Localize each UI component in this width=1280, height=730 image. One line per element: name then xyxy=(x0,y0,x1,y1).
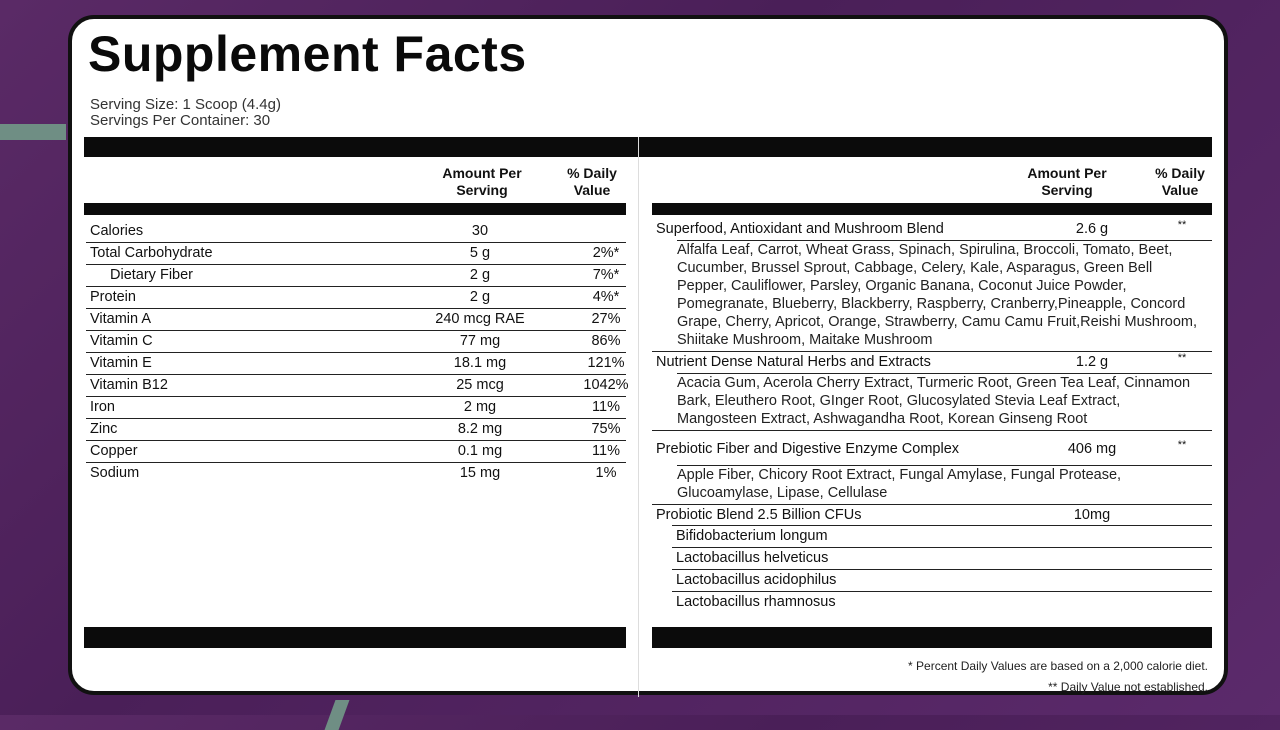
bottom-rule-left xyxy=(84,627,626,648)
probiotic-block xyxy=(652,505,1212,613)
nutrient-row: Sodium 15 mg 1% xyxy=(90,465,617,481)
top-rule-left xyxy=(84,137,626,157)
decorative-slash xyxy=(325,700,350,730)
probiotic-amount: 10mg xyxy=(1073,507,1111,523)
nutrient-row: Calories 30 xyxy=(86,221,626,243)
top-rule-right xyxy=(626,137,1212,157)
blend-dv: ** xyxy=(1177,219,1187,231)
blend-name: Superfood, Antioxidant and Mushroom Blend xyxy=(656,221,944,237)
nutrient-row: Vitamin A 240 mcg RAE 27% xyxy=(86,309,626,331)
left-amount-header: Amount Per Serving xyxy=(442,165,522,198)
blend-block xyxy=(652,439,1212,505)
blend-ingredients: Acacia Gum, Acerola Cherry Extract, Turmeric Root, Green Tea Leaf, Cinnamon Bark, Eleuthero Root, GInger Root, Glucosylated Stevia Leaf Extract, Mangosteen Extract, Ashwagandha Root, Korean Ginseng Root xyxy=(677,373,1212,430)
header-rule-left xyxy=(84,203,626,215)
blend-name: Nutrient Dense Natural Herbs and Extracts xyxy=(656,354,931,370)
blend-name: Prebiotic Fiber and Digestive Enzyme Complex xyxy=(656,441,960,457)
blend-amount: 1.2 g xyxy=(1075,354,1109,370)
nutrient-row: Zinc 8.2 mg 75% xyxy=(86,419,626,441)
serving-info xyxy=(90,97,281,129)
blend-amount: 2.6 g xyxy=(1075,221,1109,237)
nutrient-row: Iron 2 mg 11% xyxy=(86,397,626,419)
blend-amount: 406 mg xyxy=(1067,441,1117,457)
left-dv-header: % Daily Value xyxy=(567,165,617,198)
serving-size: Serving Size: 1 Scoop (4.4g) xyxy=(90,96,281,113)
blend-dv: ** xyxy=(1177,439,1187,451)
blend-block xyxy=(652,219,1212,352)
probiotic-item: Bifidobacterium longum xyxy=(672,525,1212,548)
blend-dv: ** xyxy=(1177,352,1187,364)
servings-per-container: Servings Per Container: 30 xyxy=(90,112,271,129)
right-dv-header: % Daily Value xyxy=(1155,165,1205,198)
probiotic-list xyxy=(672,525,1212,613)
nutrient-table xyxy=(86,221,629,484)
blend-table xyxy=(652,219,1212,613)
nutrient-row: Vitamin C 77 mg 86% xyxy=(86,331,626,353)
bottom-rule-right xyxy=(652,627,1212,648)
header-rule-right xyxy=(652,203,1212,215)
nutrient-row: Protein 2 g 4%* xyxy=(86,287,626,309)
nutrient-row: Dietary Fiber 2 g 7%* xyxy=(86,265,626,287)
blend-block xyxy=(652,352,1212,431)
probiotic-name: Probiotic Blend 2.5 Billion CFUs xyxy=(656,507,862,523)
nutrient-row: Vitamin E 18.1 mg 121% xyxy=(86,353,626,375)
probiotic-item: Lactobacillus rhamnosus xyxy=(676,594,836,610)
page-title: Supplement Facts xyxy=(88,26,527,82)
blend-ingredients: Alfalfa Leaf, Carrot, Wheat Grass, Spinach, Spirulina, Broccoli, Tomato, Beet, Cucumber, Brussel Sprout, Cabbage, Celery, Kale, Asparagus, Green Bell Pepper, Cauliflower, Parsley, Organic Banana, Coconut Juice Powder, Pomegranate, Blueberry, Blackberry, Raspberry, Cranberry,Pineapple, Concord Grape, Cherry, Apricot, Orange, Strawberry, Camu Camu Fruit,Reishi Mushroom, Shiitake Mushroom, Maitake Mushroom xyxy=(677,240,1212,351)
nutrient-row: Vitamin B12 25 mcg 1042% xyxy=(86,375,626,397)
nutrient-row: Copper 0.1 mg 11% xyxy=(86,441,626,463)
blend-ingredients: Apple Fiber, Chicory Root Extract, Fungal Amylase, Fungal Protease, Glucoamylase, Lipase, Cellulase xyxy=(677,465,1212,504)
footnote-daily-values: * Percent Daily Values are based on a 2,000 calorie diet. xyxy=(908,659,1208,673)
decorative-bar xyxy=(0,124,66,140)
supplement-facts-panel xyxy=(68,15,1228,695)
right-amount-header: Amount Per Serving xyxy=(1027,165,1107,198)
column-divider xyxy=(638,137,639,697)
nutrient-row: Total Carbohydrate 5 g 2%* xyxy=(86,243,626,265)
probiotic-item: Lactobacillus helveticus xyxy=(672,548,1212,570)
probiotic-item: Lactobacillus acidophilus xyxy=(672,570,1212,592)
footnote-not-established: ** Daily Value not established. xyxy=(1048,680,1208,694)
